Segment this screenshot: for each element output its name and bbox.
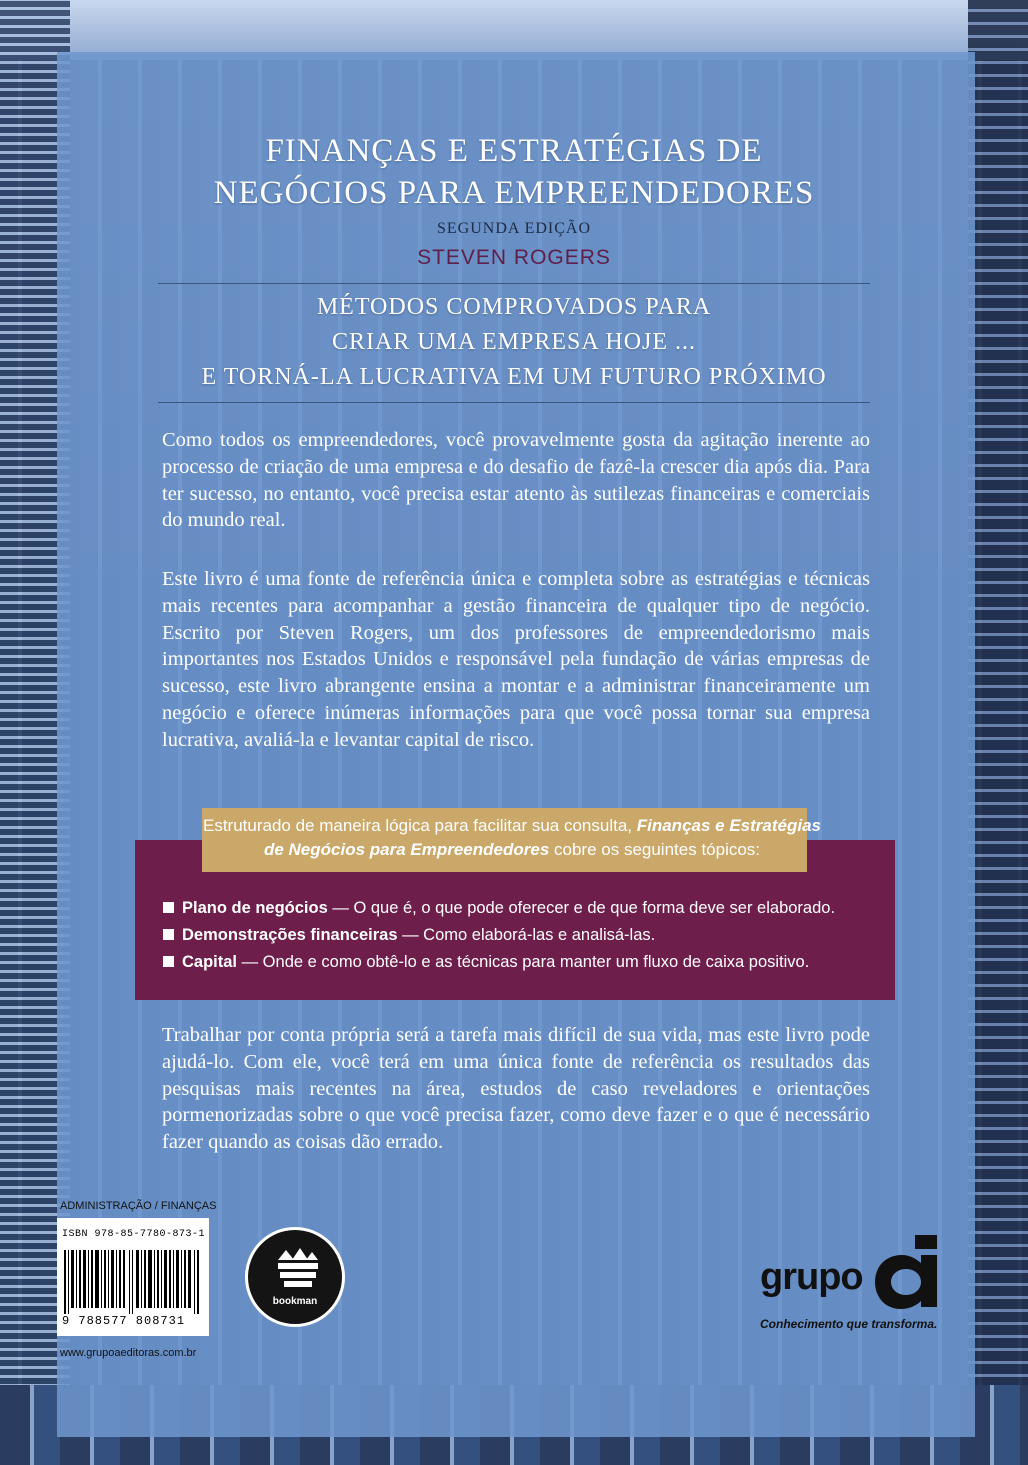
title-line: NEGÓCIOS PARA EMPREENDEDORES [213,175,815,211]
topic-term: Plano de negócios [182,899,328,917]
topic-description: — Onde e como obtê-lo e as técnicas para manter um fluxo de caixa positivo. [237,953,810,971]
grupo-a-slogan: Conhecimento que transforma. [760,1317,938,1331]
sky-background [0,0,1028,60]
tagline-line: E TORNÁ-LA LUCRATIVA EM UM FUTURO PRÓXIMO [201,364,827,390]
website-link[interactable]: www.grupoaeditoras.com.br [60,1347,197,1359]
topic-item [163,922,883,949]
book-stack-icon [248,1230,342,1324]
barcode-icon [62,1250,202,1314]
topics-intro-text: Estruturado de maneira lógica para facilitar sua consulta, [203,816,637,835]
author-name: STEVEN ROGERS [417,246,611,269]
topic-term: Capital [182,953,238,971]
bullet-square-icon [163,956,174,967]
tagline-line: MÉTODOS COMPROVADOS PARA [316,294,712,320]
topics-list [163,895,883,976]
topic-description: — Como elaborá-las e analisá-las. [397,926,656,944]
topic-description: — O que é, o que pode oferecer e de que forma deve ser elaborado. [327,899,836,917]
bullet-square-icon [163,902,174,913]
isbn-label: ISBN 978-85-7780-873-1 [62,1229,206,1240]
divider-line [158,402,870,403]
book-title [0,130,1028,214]
topic-item [163,895,883,922]
topic-item [163,949,883,976]
barcode-number: 9 788577 808731 [62,1314,186,1328]
bullet-square-icon [163,929,174,940]
divider-line [158,283,870,284]
topics-intro-text: cobre os seguintes tópicos: [549,840,761,859]
tagline-line: CRIAR UMA EMPRESA HOJE ... [331,329,697,355]
grupo-a-logo-icon [875,1235,941,1309]
tagline [0,290,1028,395]
title-line: FINANÇAS E ESTRATÉGIAS DE [265,133,763,169]
topics-intro-book-title: Finanças e Estratégias de Negócios para Empreendedores [263,816,821,859]
category-label: ADMINISTRAÇÃO / FINANÇAS [60,1200,217,1212]
topics-intro [202,814,822,862]
edition-label: SEGUNDA EDIÇÃO [437,220,591,237]
description-paragraph: Como todos os empreendedores, você provavelmente gosta da agitação inerente ao processo de criação de uma empresa e do desafio de fazê-la crescer dia após dia. Para ter sucesso, no entanto, você precisa estar atento às sutilezas financeiras e comerciais do mundo real. [162,429,870,532]
description-paragraph: Este livro é uma fonte de referência única e completa sobre as estratégias e técnicas mais recentes para acompanhar a gestão financeira de qualquer tipo de negócio. Escrito por Steven Rogers, um dos professores de empreendedorismo mais importantes nos Estados Unidos e responsável pela fundação de várias empresas de sucesso, este livro abrangente ensina a montar e a administrar financeiramente um negócio e oferece inúmeras informações para que você possa tornar sua empresa lucrativa, avaliá-la e levantar capital de risco. [162,568,870,751]
description-paragraph: Trabalhar por conta própria será a tarefa mais difícil de sua vida, mas este livro pode ajudá-lo. Com ele, você terá em uma única fonte de referência os resultados das pesquisas mais recentes na área, estudos de caso reveladores e orientações pormenorizadas sobre o que você precisa fazer, como deve fazer e o que é necessário fazer quando as coisas dão errado. [162,1024,870,1154]
bookman-label: bookman [272,1296,318,1307]
grupo-a-wordmark: grupo [760,1256,863,1298]
bookman-logo [245,1227,345,1327]
topic-term: Demonstrações financeiras [182,926,398,944]
